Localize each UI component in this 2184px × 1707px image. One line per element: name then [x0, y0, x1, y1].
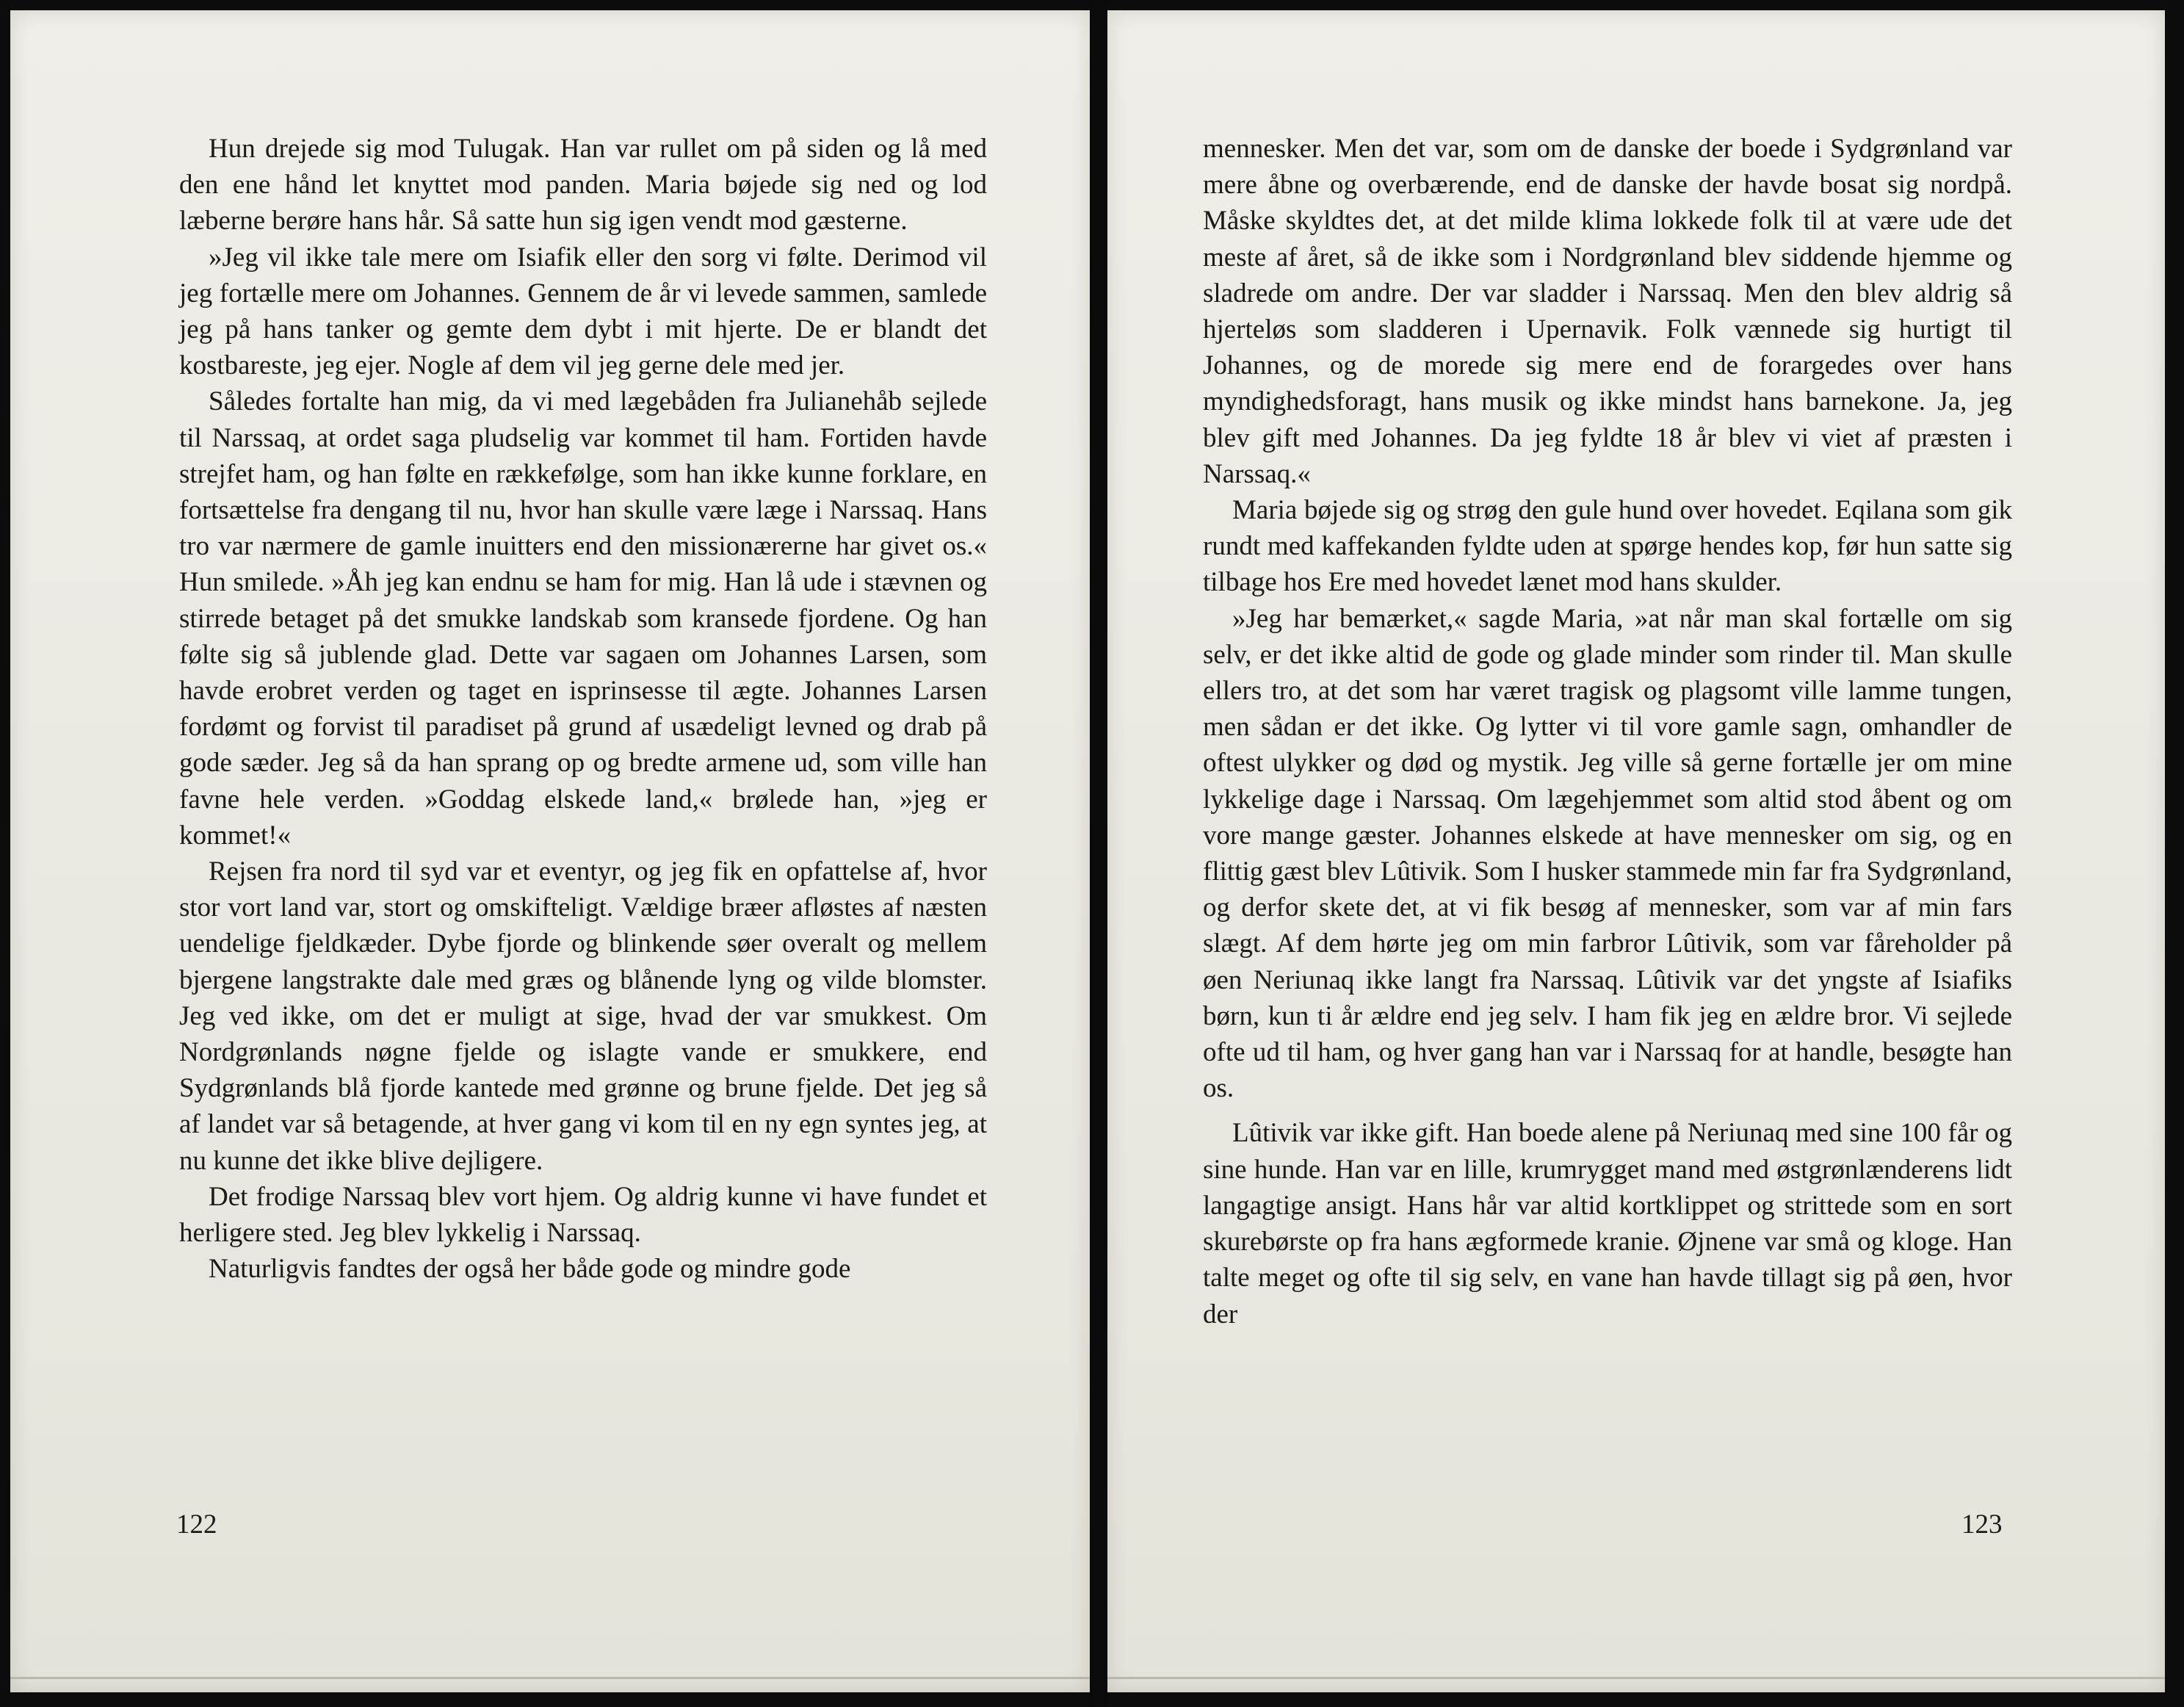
right-page: [1107, 10, 2165, 1692]
book-gutter: [1090, 0, 1107, 1707]
paragraph: Lûtivik var ikke gift. Han boede alene på Neriunaq med sine 100 får og sine hunde. Han var en lille, krumrygget mand med østgrønlænderens lidt langagtige ansigt. Hans hår var altid kortklippet og strittede som en sort skurebørste op fra hans ægformede kranie. Øjnene var små og kloge. Han talte meget og ofte til sig selv, en vane han havde tillagt sig på øen, hvor der: [1203, 1118, 2012, 1329]
paragraph: Naturligvis fandtes der også her både gode og mindre gode: [209, 1254, 851, 1285]
paragraph: Således fortalte han mig, da vi med lægebåden fra Julianehåb sejlede til Narssaq, at ordet saga pludselig var kommet til ham. Fortiden havde strejfet ham, og han følte en rækkefølge, som han ikke kunne forklare, en fortsættelse fra dengang til nu, hvor han skulle være læge i Narssaq. Hans tro var nærmere de gamle inuitters end den missionærerne har givet os.« Hun smilede. »Åh jeg kan endnu se ham for mig. Han lå ude i stævnen og stirrede betaget på det smukke landskab som kransede fjordene. Og han følte sig så jublende glad. Dette var sagaen om Johannes Larsen, som havde erobret verden og taget en isprinsesse til ægte. Johannes Larsen fordømt og forvist til paradiset på grund af usædeligt levned og drab på gode sæder. Jeg så da han sprang op og bredte armene ud, som ville han favne hele verden. »Goddag elskede land,« brølede han, »jeg er kommet!«: [179, 386, 987, 851]
page-bottom-edge: [1107, 1677, 2165, 1679]
left-page-text: [179, 131, 987, 1288]
paragraph: Rejsen fra nord til syd var et eventyr, og jeg fik en opfattelse af, hvor stor vort land var, stort og omskifteligt. Vældige bræer afløstes af næsten uendelige fjeldkæder. Dybe fjorde og blinkende søer overalt og mellem bjergene langstrakte dale med græs og blånende lyng og vilde blomster. Jeg ved ikke, om det er muligt at sige, hvad der var smukkest. Om Nordgrønlands nøgne fjelde og islagte vande er smukkere, end Sydgrønlands blå fjorde kantede med grønne og brune fjelde. Det jeg så af landet var så betagende, at hver gang vi kom til en ny egn syntes jeg, at nu kunne det ikke blive dejligere.: [179, 856, 987, 1176]
paragraph: Det frodige Narssaq blev vort hjem. Og aldrig kunne vi have fundet et herligere sted. Jeg blev lykkelig i Narssaq.: [179, 1181, 987, 1249]
paragraph: »Jeg vil ikke tale mere om Isiafik eller den sorg vi følte. Derimod vil jeg fortælle mere om Johannes. Gennem de år vi levede sammen, samlede jeg på hans tanker og gemte dem dybt i mit hjerte. De er blandt det kostbareste, jeg ejer. Nogle af dem vil jeg gerne dele med jer.: [179, 242, 987, 381]
paragraph: mennesker. Men det var, som om de danske der boede i Sydgrønland var mere åbne og overbærende, end de danske der havde bosat sig nordpå. Måske skyldtes det, at det milde klima lokkede folk til at være ude det meste af året, så de ikke som i Nordgrønland blev siddende hjemme og sladrede om andre. Der var sladder i Narssaq. Men den blev aldrig så hjerteløs som sladderen i Upernavik. Folk vænnede sig hurtigt til Johannes, og de morede sig mere end de forargedes over hans myndighedsforagt, hans musik og ikke mindst hans barnekone. Ja, jeg blev gift med Johannes. Da jeg fyldte 18 år blev vi viet af præsten i Narssaq.«: [1203, 134, 2012, 489]
page-number: 123: [1961, 1509, 2003, 1540]
page-number: 122: [176, 1509, 217, 1540]
paragraph: »Jeg har bemærket,« sagde Maria, »at når man skal fortælle om sig selv, er det ikke altid de gode og glade minder som rinder til. Man skulle ellers tro, at det som har været tragisk og plagsomt ville lamme tungen, men sådan er det ikke. Og lytter vi til vore gamle sagn, omhandler de oftest ulykker og død og mystik. Jeg ville så gerne fortælle jer om mine lykkelige dage i Narssaq. Om lægehjemmet som altid stod åbent og om vore mange gæster. Johannes elskede at have mennesker om sig, og en flittig gæst blev Lûtivik. Som I husker stammede min far fra Sydgrønland, og derfor skete det, at vi fik besøg af mennesker, som var af min fars slægt. Af dem hørte jeg om min farbror Lûtivik, som var fåreholder på øen Neriunaq ikke langt fra Narssaq. Lûtivik var det yngste af Isiafiks børn, kun ti år ældre end jeg selv. I ham fik jeg en ældre bror. Vi sejlede ofte ud til ham, og hver gang han var i Narssaq for at handle, besøgte han os.: [1203, 603, 2012, 1104]
left-page: [10, 10, 1090, 1692]
paragraph: Hun drejede sig mod Tulugak. Han var rullet om på siden og lå med den ene hånd let knyttet mod panden. Maria bøjede sig ned og lod læberne berøre hans hår. Så satte hun sig igen vendt mod gæsterne.: [179, 134, 987, 237]
page-bottom-edge: [10, 1677, 1090, 1679]
paragraph: Maria bøjede sig og strøg den gule hund over hovedet. Eqilana som gik rundt med kaffekanden fyldte uden at spørge hendes kop, før hun satte sig tilbage hos Ere med hovedet lænet mod hans skulder.: [1203, 495, 2012, 598]
right-page-text: [1203, 131, 2012, 1332]
